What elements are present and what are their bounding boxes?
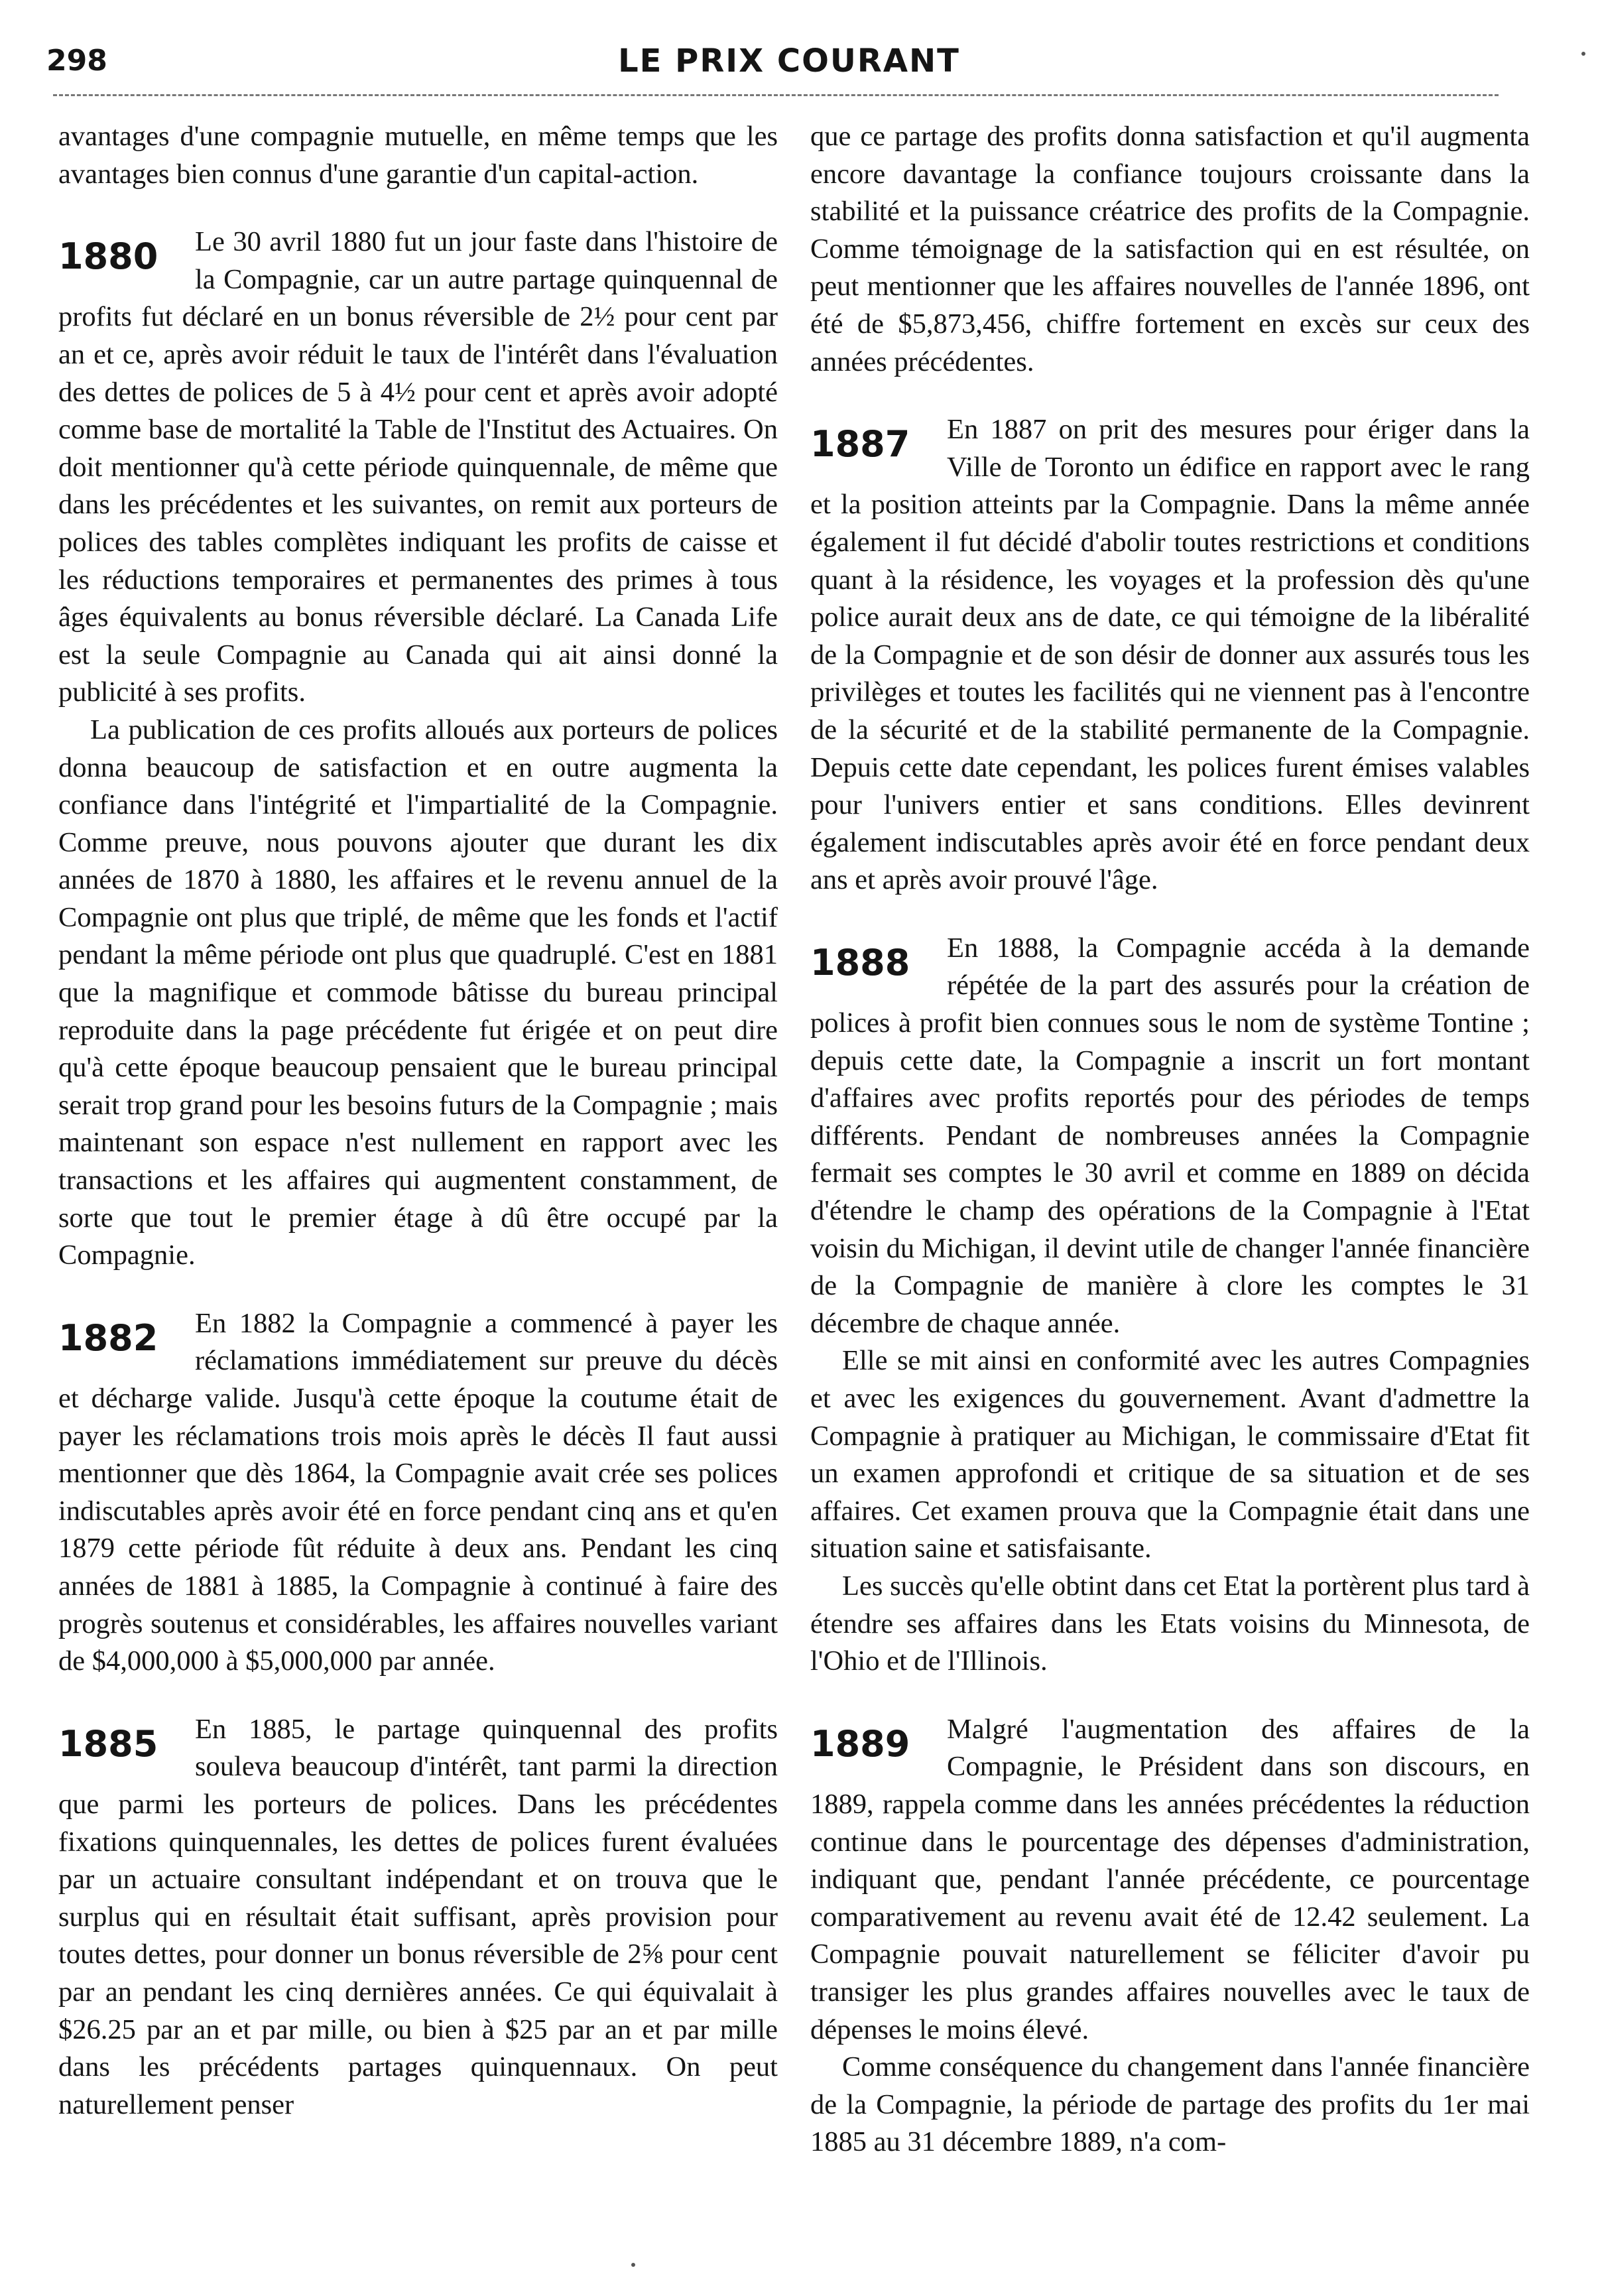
left-column — [58, 118, 778, 2240]
paragraph-1880-1: Le 30 avril 1880 fut un jour faste dans l'histoire de la Compagnie, car un autre partage quinquennal de profits fut déclaré en un bonus réversible de 2½ pour cent par an et ce, après avoir réduit le taux de l'intérêt dans l'évaluation des dettes de polices de 5 à 4½ pour cent et après avoir adopté comme base de mortalité la Table de l'Institut des Actuaires. On doit mentionner qu'à cette période quinquennale, de même que dans les précédentes et les suivantes, on remit aux porteurs de polices des tables complètes indiquant les profits de caisse et les réductions temporaires et permanentes des primes à tous âges équivalents au bonus réversible déclaré. La Canada Life est la seule Compagnie au Canada qui ait ainsi donné la publicité à ses profits. — [58, 226, 778, 708]
paragraph-1889-2: Comme conséquence du changement dans l'année financière de la Compagnie, la période de partage des profits du 1er mai 1885 au 31 décembre 1889, n'a com- — [810, 2051, 1530, 2158]
section-1887 — [810, 411, 1530, 899]
section-gap — [58, 1681, 778, 1711]
page-header — [40, 20, 1538, 99]
year-heading-1887: 1887 — [810, 423, 910, 466]
paragraph-1889-1: Malgré l'augmentation des affaires de la Compagnie, le Président dans son discours, en 1889, rappela comme dans les années précédentes la réduction continue dans le pourcentage des dépenses d'administration, indiquant que, pendant l'année précédente, ce pourcentage comparativement au revenu avait été de 12.42 seulement. La Compagnie pouvait naturellement se féliciter d'avoir pu transiger les plus grandes affaires nouvelles avec le taux de dépenses le moins élevé. — [810, 1713, 1530, 2045]
page-number: 298 — [46, 44, 107, 78]
header-rule — [53, 94, 1499, 96]
paragraph-1880-2: La publication de ces profits alloués aux porteurs de polices donna beaucoup de satisfaction et en outre augmenta la confiance dans l'intégrité et l'impartialité de la Compagnie. Comme preuve, nous pouvons ajouter que durant les dix années de 1870 à 1880, les affaires et le revenu annuel de la Compagnie ont plus que triplé, de même que les fonds et l'actif pendant la même période ont plus que quadruplé. C'est en 1881 que la magnifique et commode bâtisse du bureau principal reproduite dans la page précédente fut érigée et on peut dire qu'à cette époque beaucoup pensaient que le bureau principal serait trop grand pour les besoins futurs de la Compagnie ; mais maintenant son espace n'est nullement en rapport avec les transactions et les affaires qui augmentent constamment, de sorte que tout le premier étage à dû être occupé par la Compagnie. — [58, 714, 778, 1271]
section-1882 — [58, 1305, 778, 1681]
section-gap — [58, 1275, 778, 1305]
year-heading-1885: 1885 — [58, 1722, 158, 1765]
print-speck — [1581, 52, 1585, 56]
section-1888 — [810, 930, 1530, 1681]
section-gap — [810, 381, 1530, 411]
section-gap — [58, 193, 778, 223]
print-speck — [631, 2263, 635, 2267]
year-heading-1880: 1880 — [58, 235, 158, 278]
paragraph-1882-1: En 1882 la Compagnie a commencé à payer les réclamations immédiatement sur preuve du décès et décharge valide. Jusqu'à cette époque la coutume était de payer les réclamations trois mois après le décès Il faut aussi mentionner que dès 1864, la Compagnie avait crée ses polices indiscutables après avoir été en force pendant cinq ans et qu'en 1879 cette période fût réduite à deux ans. Pendant les cinq années de 1881 à 1885, la Compagnie à continué à faire des progrès soutenus et considérables, les affaires nouvelles variant de $4,000,000 à $5,000,000 par année. — [58, 1307, 778, 1677]
year-heading-1888: 1888 — [810, 941, 910, 984]
paragraph-1888-1: En 1888, la Compagnie accéda à la demande répétée de la part des assurés pour la création de polices à profit bien connues sous le nom de système Tontine ; depuis cette date, la Compagnie a inscrit un fort montant d'affaires avec profits reportés pour des périodes de temps différents. Pendant de nombreuses années la Compagnie fermait ses comptes le 30 avril et comme en 1889 on décida d'étendre le champ des opérations de la Compagnie à l'Etat voisin du Michigan, il devint utile de changer l'année financière de la Compagnie de manière à clore les comptes le 31 décembre de chaque année. — [810, 932, 1530, 1339]
right-column — [810, 118, 1530, 2240]
section-1880 — [58, 223, 778, 1275]
continued-paragraph: que ce partage des profits donna satisfaction et qu'il augmenta encore davantage la confiance toujours croissante dans la stabilité et la puissance créatrice des profits de la Compagnie. Comme témoignage de la satisfaction qui en est résultée, on peut mentionner que les affaires nouvelles de l'année 1896, ont été de $5,873,456, chiffre fortement en excès sur ceux des années précédentes. — [810, 121, 1530, 377]
year-heading-1889: 1889 — [810, 1722, 910, 1765]
paragraph-1885-1: En 1885, le partage quinquennal des profits souleva beaucoup d'intérêt, tant parmi la direction que parmi les porteurs de polices. Dans les précédentes fixations quinquennales, les dettes de polices furent évaluées par un actuaire consultant indépendant et on trouva que le surplus qui en résultait était suffisant, après provision pour toutes dettes, pour donner un bonus réversible de 2⅝ pour cent par an pendant les cinq dernières années. Ce qui équivalait à $26.25 par an et par mille, ou bien à $25 par an et par mille dans les précédents partages quinquennaux. On peut naturellement penser — [58, 1713, 778, 2120]
section-1885 — [58, 1711, 778, 2124]
section-gap — [810, 899, 1530, 930]
section-gap — [810, 1681, 1530, 1711]
section-1889 — [810, 1711, 1530, 2161]
paragraph-1888-3: Les succès qu'elle obtint dans cet Etat la portèrent plus tard à étendre ses affaires dans les Etats voisins du Minnesota, de l'Ohio et de l'Illinois. — [810, 1570, 1530, 1677]
paragraph-1888-2: Elle se mit ainsi en conformité avec les autres Compagnies et avec les exigences du gouvernement. Avant d'admettre la Compagnie à pratiquer au Michigan, le commissaire d'Etat fit un examen approfondi et critique de sa situation et de ses affaires. Cet examen prouva que la Compagnie était dans une situation saine et satisfaisante. — [810, 1345, 1530, 1564]
paragraph-1887-1: En 1887 on prit des mesures pour ériger dans la Ville de Toronto un édifice en rapport avec le rang et la position atteints par la Compagnie. Dans la même année également il fut décidé d'abolir toutes restrictions et conditions quant à la résidence, les voyages et la profession dès qu'une police aurait deux ans de date, ce qui témoigne de la libéralité de la Compagnie et de son désir de donner aux assurés tous les privilèges et toutes les facilités qui ne viennent pas à l'encontre de la sécurité et de la stabilité permanente de la Compagnie. Depuis cette date cependant, les polices furent émises valables pour l'univers entier et sans conditions. Elles devinrent également indiscutables après avoir été en force pendant deux ans et après avoir prouvé l'âge. — [810, 414, 1530, 896]
intro-paragraph: avantages d'une compagnie mutuelle, en même temps que les avantages bien connus d'une garantie d'un capital-action. — [58, 121, 778, 190]
year-heading-1882: 1882 — [58, 1316, 158, 1359]
running-title: LE PRIX COURANT — [618, 42, 960, 80]
